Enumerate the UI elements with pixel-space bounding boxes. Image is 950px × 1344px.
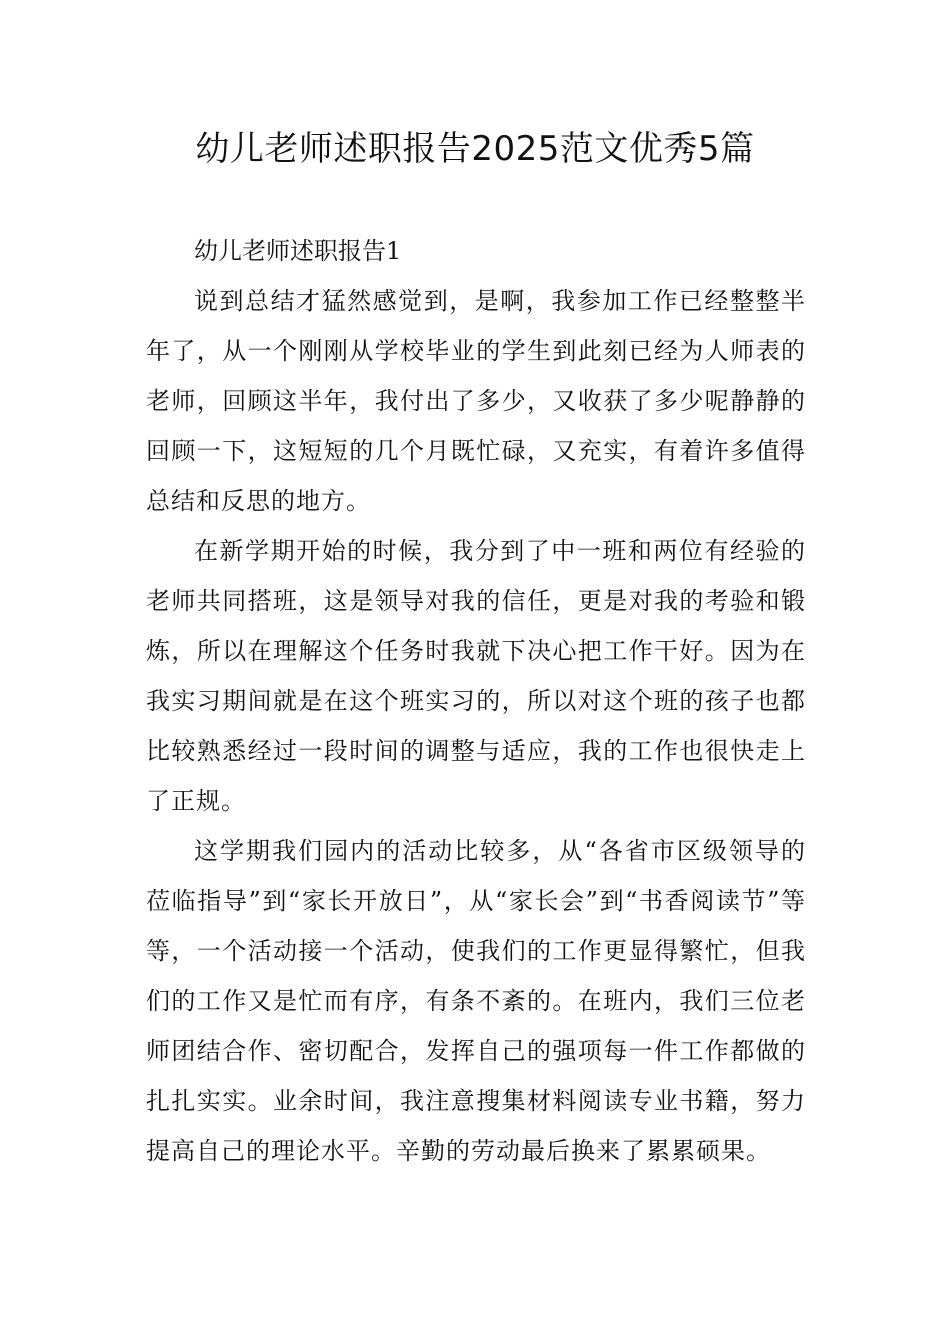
document-title: 幼儿老师述职报告2025范文优秀5篇 [195, 129, 755, 169]
section-heading: 幼儿老师述职报告1 [194, 237, 402, 265]
paragraph-3: 这学期我们园内的活动比较多，从“各省市区级领导的莅临指导”到“家长开放日”，从“家长会”到“书香阅读节”等等，一个活动接一个活动，使我们的工作更显得繁忙，但我们的工作又是忙而有序，有条不紊的。在班内，我们三位老师团结合作、密切配合，发挥自己的强项每一件工作都做的扎扎实实。业余时间，我注意搜集材料阅读专业书籍，努力提高自己的理论水平。辛勤的劳动最后换来了累累硕果。 [146, 837, 806, 1165]
paragraph-2: 在新学期开始的时候，我分到了中一班和两位有经验的老师共同搭班，这是领导对我的信任，更是对我的考验和锻炼，所以在理解这个任务时我就下决心把工作干好。因为在我实习期间就是在这个班实习的，所以对这个班的孩子也都比较熟悉经过一段时间的调整与适应，我的工作也很快走上了正规。 [146, 537, 806, 815]
document-body [146, 226, 806, 1176]
paragraph-1: 说到总结才猛然感觉到，是啊，我参加工作已经整整半年了，从一个刚刚从学校毕业的学生到此刻已经为人师表的老师，回顾这半年，我付出了多少，又收获了多少呢静静的回顾一下，这短短的几个月既忙碌，又充实，有着许多值得总结和反思的地方。 [146, 287, 806, 515]
